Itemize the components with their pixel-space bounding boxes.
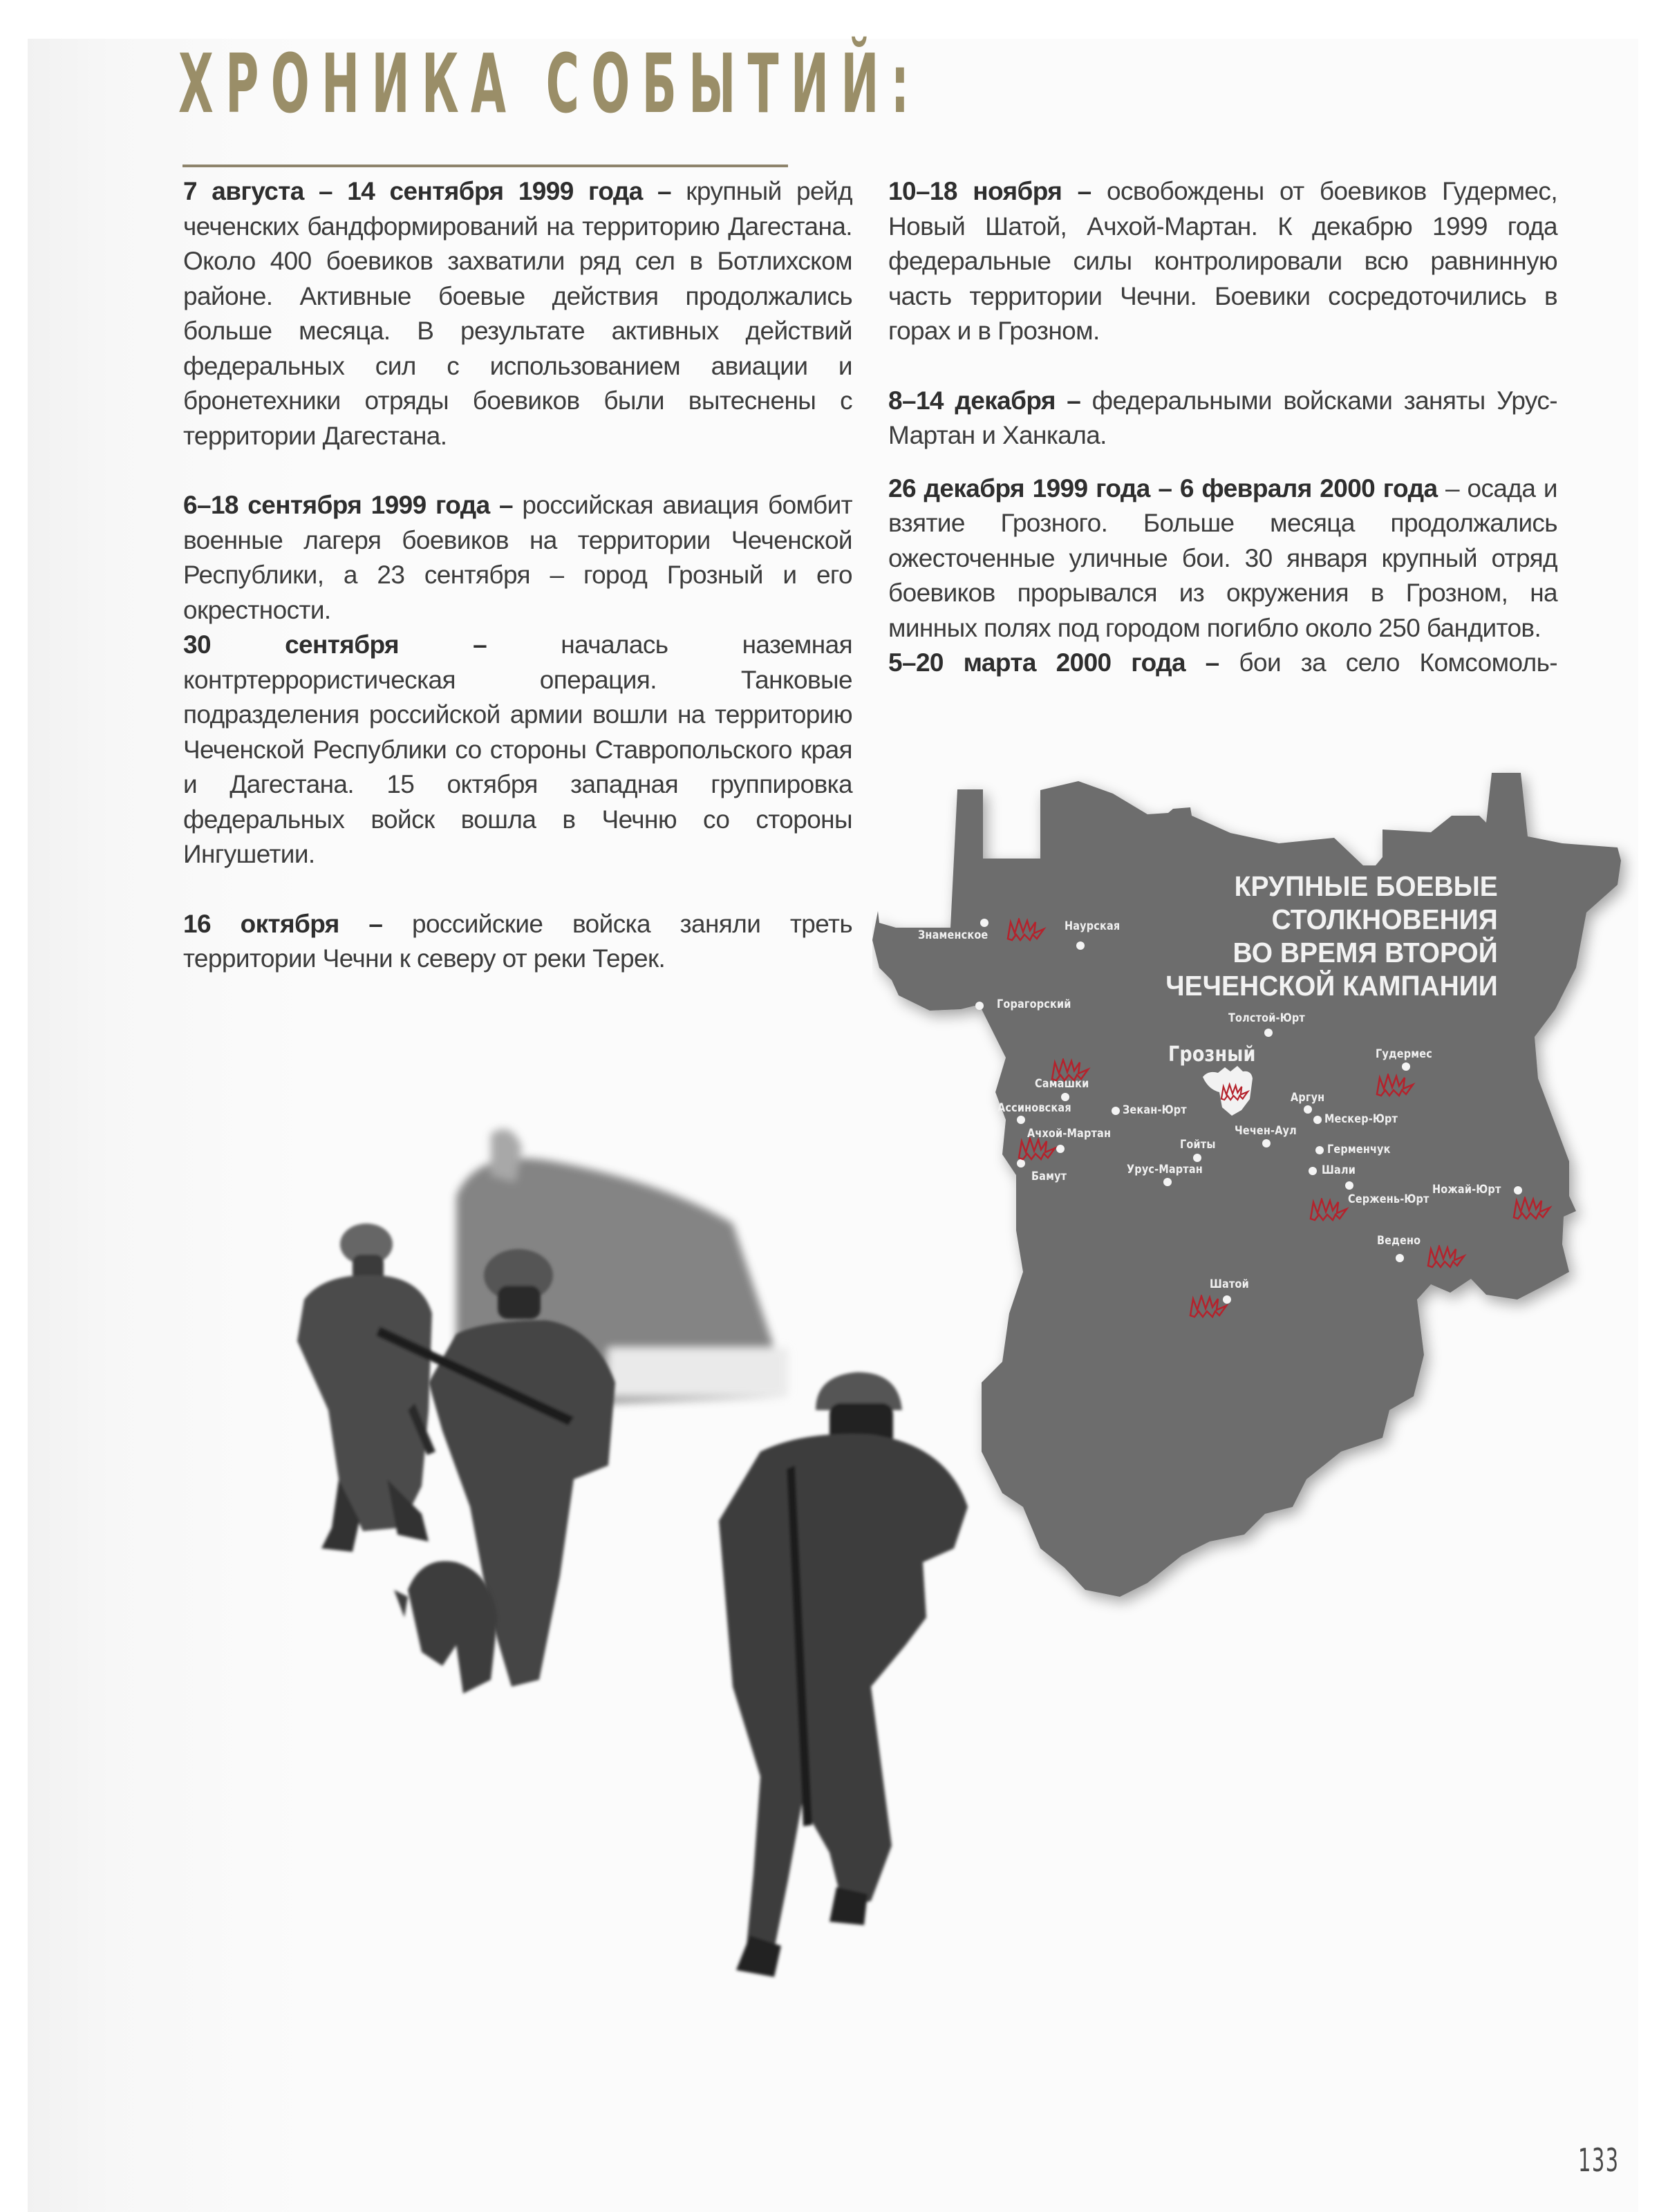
map-label-gudermes: Гудермес — [1376, 1047, 1432, 1061]
timeline-entry — [888, 471, 1557, 646]
map-label-shatoy: Шатой — [1210, 1277, 1249, 1291]
map-dot-znamenskoe — [980, 919, 988, 927]
map-label-vedeno: Ведено — [1377, 1234, 1421, 1248]
explosion-icon — [1425, 1245, 1467, 1268]
map-dot-goragorsky — [975, 1002, 984, 1010]
map-dot-samashki — [1061, 1093, 1069, 1101]
map-dot-tolstoy-yurt — [1264, 1029, 1273, 1037]
timeline-right-column — [888, 174, 1557, 681]
map-label-assinovskaya: Ассиновская — [997, 1101, 1071, 1115]
map-dot-serzhen-yurt — [1345, 1181, 1353, 1190]
map-dot-nozhay-yurt — [1514, 1186, 1522, 1194]
map-label-nozhay-yurt: Ножай-Юрт — [1432, 1183, 1501, 1197]
entry-date: 10–18 ноября – — [888, 177, 1091, 205]
map-dot-assinovskaya — [1017, 1116, 1025, 1124]
explosion-icon — [1219, 1082, 1250, 1102]
entry-date: 8–14 декабря – — [888, 386, 1081, 415]
map-dot-chechen-aul — [1262, 1139, 1271, 1147]
map-label-germenchuk: Герменчук — [1327, 1143, 1391, 1156]
map-label-achkhoy-martan: Ачхой-Мартан — [1027, 1127, 1112, 1141]
map-dot-mesker-yurt — [1313, 1116, 1322, 1124]
explosion-icon — [1188, 1295, 1229, 1318]
map-dot-naurskaya — [1076, 941, 1085, 950]
entry-text: – осада и взятие Грозного. Больше месяца продолжались ожесточенные уличные бои. 30 января крупный отряд боевиков прорывался из окружения в Грозном, на минных полях под городом погибло около 250 бандитов. — [888, 474, 1557, 642]
entry-text: началась наземная контртеррористическая операция. Танковые подразделения российской армии вошли на территорию Чеченской Республики со стороны Ставропольского края и Дагестана. 15 октября западная группировка федеральных войск вошла в Чечню со стороны Ингушетии. — [183, 630, 853, 868]
map-dot-argun — [1304, 1105, 1312, 1114]
explosion-icon — [1016, 1137, 1058, 1161]
map-label-samashki: Самашки — [1035, 1077, 1089, 1091]
entry-text: российская авиация бомбит военные лагеря боевиков на территории Чеченской Республики, а 23 сентября – город Грозный и его окрестности. — [183, 491, 852, 624]
entry-date: 26 декабря 1999 года – 6 февраля 2000 года — [888, 474, 1438, 503]
entry-text: освобождены от боевиков Гудермес, Новый Шатой, Ачхой-Мартан. К декабрю 1999 года федеральные силы контролировали всю равнинную часть территории Чечни. Боевики сосредоточились в горах и в Грозном. — [888, 177, 1557, 345]
map-dot-vedeno — [1396, 1254, 1404, 1262]
map-label-zekan-yurt: Зекан-Юрт — [1123, 1103, 1187, 1117]
map-title-line: ЧЕЧЕНСКОЙ КАМПАНИИ — [1165, 970, 1498, 1002]
timeline-entry — [183, 174, 852, 453]
timeline-left-column — [183, 174, 852, 977]
map-label-serzhen-yurt: Сержень-Юрт — [1348, 1192, 1430, 1206]
explosion-icon — [1005, 918, 1047, 941]
map-label-chechen-aul: Чечен-Аул — [1235, 1124, 1297, 1138]
map-label-urus-martan: Урус-Мартан — [1127, 1163, 1203, 1177]
map-label-goragorsky: Горагорский — [997, 997, 1071, 1011]
map-title — [1166, 870, 1498, 1002]
map-label-mesker-yurt: Мескер-Юрт — [1324, 1112, 1398, 1126]
dog — [394, 1561, 498, 1694]
timeline-entry — [888, 174, 1557, 349]
explosion-icon — [1374, 1074, 1416, 1097]
entry-text: крупный рейд чеченских бандформирований на территорию Дагестана. Около 400 боевиков захватили ряд сел в Ботлихском районе. Активные боевые действия продолжались больше месяца. В результате активных действий федеральных сил с использованием авиации и бронетехники отряды боевиков были вытеснены с территории Дагестана. — [183, 177, 852, 450]
title-rule — [182, 165, 788, 167]
explosion-icon — [1049, 1058, 1091, 1082]
entry-text: российские войска заняли треть территории Чечни к северу от реки Терек. — [183, 909, 852, 973]
entry-text: бои за село Комсомоль- — [1219, 648, 1557, 677]
entry-date: 30 сентября – — [183, 630, 487, 659]
page-title: ХРОНИКА СОБЫТИЙ: — [178, 36, 921, 131]
map-label-tolstoy-yurt: Толстой-Юрт — [1228, 1011, 1305, 1025]
map-label-argun: Аргун — [1291, 1091, 1325, 1105]
map-label-znamenskoe: Знаменское — [918, 928, 988, 942]
timeline-entry — [183, 628, 852, 872]
map-dot-urus-martan — [1163, 1178, 1172, 1186]
map-dot-germenchuk — [1315, 1146, 1324, 1154]
map-dot-goyty — [1193, 1154, 1201, 1162]
entry-date: 6–18 сентября 1999 года – — [183, 491, 514, 519]
entry-date: 16 октября – — [183, 909, 383, 938]
timeline-entry — [183, 907, 852, 977]
entry-text: федеральными войсками заняты Урус-Мартан и Ханкала. — [888, 386, 1557, 449]
entry-date: 7 августа – 14 сентября 1999 года – — [183, 177, 671, 205]
map-label-grozny: Грозный — [1168, 1042, 1256, 1067]
map-label-goyty: Гойты — [1180, 1138, 1216, 1152]
map-label-naurskaya: Наурская — [1065, 919, 1121, 933]
timeline-entry — [183, 488, 852, 628]
page-number: 133 — [1578, 2141, 1620, 2179]
explosion-icon — [1511, 1197, 1553, 1220]
map-label-shali: Шали — [1322, 1163, 1356, 1177]
entry-date: 5–20 марта 2000 года – — [888, 648, 1219, 677]
soldiers-photo — [249, 1120, 982, 2005]
timeline-entry — [888, 646, 1557, 681]
map-dot-gudermes — [1402, 1062, 1410, 1071]
map-dot-shali — [1309, 1167, 1317, 1175]
map-dot-zekan-yurt — [1112, 1107, 1120, 1115]
map-title-line: ВО ВРЕМЯ ВТОРОЙ — [1232, 937, 1498, 968]
soldier-left — [297, 1224, 435, 1552]
timeline-entry — [888, 384, 1557, 453]
map-title-line: КРУПНЫЕ БОЕВЫЕ — [1234, 870, 1498, 902]
map-label-bamut: Бамут — [1031, 1170, 1067, 1183]
map-title-line: СТОЛКНОВЕНИЯ — [1271, 903, 1498, 935]
explosion-icon — [1308, 1198, 1349, 1221]
